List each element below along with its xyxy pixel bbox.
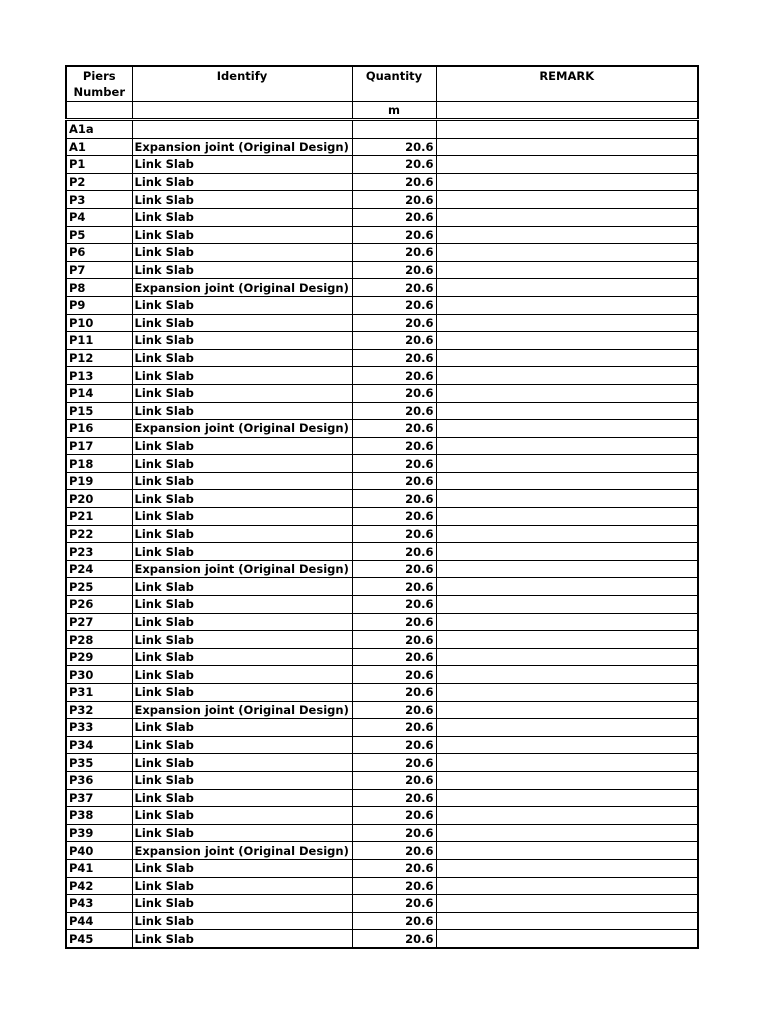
table-row <box>66 912 698 930</box>
table-row <box>66 842 698 860</box>
cell-identify: Link Slab <box>132 525 352 543</box>
cell-pier-number: P14 <box>66 384 132 402</box>
cell-identify: Link Slab <box>132 895 352 913</box>
cell-quantity: 20.6 <box>352 367 436 385</box>
cell-quantity: 20.6 <box>352 279 436 297</box>
cell-pier-number: P35 <box>66 754 132 772</box>
cell-identify: Link Slab <box>132 631 352 649</box>
cell-quantity: 20.6 <box>352 930 436 948</box>
cell-quantity: 20.6 <box>352 719 436 737</box>
table-row <box>66 754 698 772</box>
cell-identify: Link Slab <box>132 208 352 226</box>
cell-pier-number: P2 <box>66 173 132 191</box>
cell-remark <box>436 138 698 156</box>
cell-remark <box>436 208 698 226</box>
cell-quantity: 20.6 <box>352 631 436 649</box>
cell-pier-number: P44 <box>66 912 132 930</box>
cell-remark <box>436 244 698 262</box>
cell-identify: Expansion joint (Original Design) <box>132 560 352 578</box>
table-row <box>66 437 698 455</box>
header-remark: REMARK <box>436 66 698 102</box>
cell-pier-number: P25 <box>66 578 132 596</box>
cell-quantity: 20.6 <box>352 912 436 930</box>
cell-remark <box>436 930 698 948</box>
cell-remark <box>436 296 698 314</box>
cell-identify: Link Slab <box>132 684 352 702</box>
table-row <box>66 701 698 719</box>
table-row <box>66 138 698 156</box>
cell-identify: Link Slab <box>132 754 352 772</box>
table-row <box>66 859 698 877</box>
cell-remark <box>436 472 698 490</box>
cell-pier-number: P4 <box>66 208 132 226</box>
cell-quantity: 20.6 <box>352 261 436 279</box>
table-row <box>66 736 698 754</box>
header-piers-number <box>66 66 132 102</box>
cell-remark <box>436 349 698 367</box>
cell-pier-number: P28 <box>66 631 132 649</box>
cell-remark <box>436 895 698 913</box>
cell-pier-number: P13 <box>66 367 132 385</box>
cell-identify: Link Slab <box>132 736 352 754</box>
header-piers-line2: Number <box>73 85 125 99</box>
table-row <box>66 244 698 262</box>
cell-quantity: 20.6 <box>352 895 436 913</box>
cell-pier-number: P10 <box>66 314 132 332</box>
cell-remark <box>436 156 698 174</box>
cell-remark <box>436 314 698 332</box>
cell-pier-number: A1a <box>66 120 132 139</box>
cell-identify: Link Slab <box>132 437 352 455</box>
cell-quantity: 20.6 <box>352 684 436 702</box>
cell-remark <box>436 701 698 719</box>
table-row <box>66 279 698 297</box>
table-row <box>66 771 698 789</box>
cell-pier-number: P8 <box>66 279 132 297</box>
cell-identify: Link Slab <box>132 173 352 191</box>
cell-identify: Link Slab <box>132 807 352 825</box>
cell-pier-number: P39 <box>66 824 132 842</box>
cell-remark <box>436 596 698 614</box>
cell-identify: Expansion joint (Original Design) <box>132 138 352 156</box>
cell-identify: Link Slab <box>132 402 352 420</box>
cell-remark <box>436 754 698 772</box>
cell-pier-number: P6 <box>66 244 132 262</box>
cell-pier-number: P32 <box>66 701 132 719</box>
cell-remark <box>436 666 698 684</box>
cell-quantity: 20.6 <box>352 138 436 156</box>
cell-remark <box>436 525 698 543</box>
cell-remark <box>436 807 698 825</box>
table-body <box>66 120 698 948</box>
table-row <box>66 490 698 508</box>
cell-identify: Link Slab <box>132 613 352 631</box>
cell-remark <box>436 437 698 455</box>
cell-pier-number: P11 <box>66 332 132 350</box>
cell-identify: Expansion joint (Original Design) <box>132 279 352 297</box>
table-row <box>66 666 698 684</box>
table-row <box>66 824 698 842</box>
cell-pier-number: P16 <box>66 420 132 438</box>
cell-pier-number: P5 <box>66 226 132 244</box>
table-row <box>66 578 698 596</box>
cell-remark <box>436 384 698 402</box>
cell-quantity: 20.6 <box>352 771 436 789</box>
cell-identify: Link Slab <box>132 596 352 614</box>
cell-identify: Link Slab <box>132 455 352 473</box>
cell-pier-number: P1 <box>66 156 132 174</box>
table-row <box>66 384 698 402</box>
cell-quantity: 20.6 <box>352 859 436 877</box>
cell-pier-number: P19 <box>66 472 132 490</box>
cell-quantity: 20.6 <box>352 226 436 244</box>
units-cell-empty <box>132 102 352 120</box>
units-cell-empty <box>66 102 132 120</box>
cell-pier-number: A1 <box>66 138 132 156</box>
cell-quantity: 20.6 <box>352 842 436 860</box>
table-row <box>66 261 698 279</box>
cell-pier-number: P3 <box>66 191 132 209</box>
cell-identify: Link Slab <box>132 666 352 684</box>
cell-pier-number: P36 <box>66 771 132 789</box>
cell-remark <box>436 613 698 631</box>
cell-pier-number: P42 <box>66 877 132 895</box>
cell-identify: Link Slab <box>132 877 352 895</box>
cell-pier-number: P41 <box>66 859 132 877</box>
cell-identify: Link Slab <box>132 332 352 350</box>
cell-quantity: 20.6 <box>352 543 436 561</box>
cell-pier-number: P40 <box>66 842 132 860</box>
cell-pier-number: P12 <box>66 349 132 367</box>
cell-identify: Link Slab <box>132 508 352 526</box>
units-cell-empty <box>436 102 698 120</box>
cell-quantity: 20.6 <box>352 508 436 526</box>
cell-quantity: 20.6 <box>352 807 436 825</box>
cell-identify: Link Slab <box>132 648 352 666</box>
cell-remark <box>436 226 698 244</box>
table-row <box>66 314 698 332</box>
cell-remark <box>436 842 698 860</box>
cell-pier-number: P9 <box>66 296 132 314</box>
cell-remark <box>436 191 698 209</box>
cell-quantity: 20.6 <box>352 578 436 596</box>
cell-remark <box>436 684 698 702</box>
table-row <box>66 684 698 702</box>
cell-remark <box>436 859 698 877</box>
cell-pier-number: P7 <box>66 261 132 279</box>
table-row <box>66 543 698 561</box>
table-row <box>66 472 698 490</box>
cell-identify: Link Slab <box>132 771 352 789</box>
cell-identify: Expansion joint (Original Design) <box>132 420 352 438</box>
cell-pier-number: P31 <box>66 684 132 702</box>
cell-quantity: 20.6 <box>352 208 436 226</box>
cell-quantity: 20.6 <box>352 173 436 191</box>
cell-identify: Link Slab <box>132 859 352 877</box>
cell-quantity: 20.6 <box>352 824 436 842</box>
cell-quantity: 20.6 <box>352 701 436 719</box>
table-row <box>66 631 698 649</box>
cell-quantity: 20.6 <box>352 525 436 543</box>
cell-remark <box>436 367 698 385</box>
cell-remark <box>436 543 698 561</box>
table-row <box>66 719 698 737</box>
units-row <box>66 102 698 120</box>
cell-quantity: 20.6 <box>352 596 436 614</box>
cell-pier-number: P23 <box>66 543 132 561</box>
table-row <box>66 877 698 895</box>
cell-quantity: 20.6 <box>352 244 436 262</box>
cell-quantity: 20.6 <box>352 789 436 807</box>
cell-identify: Link Slab <box>132 349 352 367</box>
cell-quantity: 20.6 <box>352 156 436 174</box>
cell-quantity: 20.6 <box>352 455 436 473</box>
cell-quantity: 20.6 <box>352 666 436 684</box>
cell-remark <box>436 912 698 930</box>
cell-pier-number: P30 <box>66 666 132 684</box>
table-row <box>66 789 698 807</box>
piers-quantity-table <box>65 65 699 949</box>
cell-quantity: 20.6 <box>352 754 436 772</box>
table-row <box>66 156 698 174</box>
cell-quantity: 20.6 <box>352 490 436 508</box>
cell-identify: Link Slab <box>132 314 352 332</box>
cell-identify: Link Slab <box>132 930 352 948</box>
header-row <box>66 66 698 102</box>
cell-pier-number: P43 <box>66 895 132 913</box>
cell-pier-number: P20 <box>66 490 132 508</box>
cell-remark <box>436 736 698 754</box>
cell-identify: Link Slab <box>132 543 352 561</box>
cell-remark <box>436 508 698 526</box>
table-row <box>66 525 698 543</box>
cell-identify: Link Slab <box>132 296 352 314</box>
cell-remark <box>436 332 698 350</box>
cell-quantity: 20.6 <box>352 648 436 666</box>
cell-quantity: 20.6 <box>352 349 436 367</box>
cell-identify: Link Slab <box>132 824 352 842</box>
cell-identify: Link Slab <box>132 226 352 244</box>
cell-identify: Link Slab <box>132 191 352 209</box>
cell-identify: Link Slab <box>132 384 352 402</box>
cell-pier-number: P22 <box>66 525 132 543</box>
cell-remark <box>436 648 698 666</box>
cell-identify: Expansion joint (Original Design) <box>132 842 352 860</box>
cell-quantity: 20.6 <box>352 332 436 350</box>
cell-pier-number: P27 <box>66 613 132 631</box>
cell-pier-number: P17 <box>66 437 132 455</box>
cell-identify: Expansion joint (Original Design) <box>132 701 352 719</box>
table-row <box>66 508 698 526</box>
cell-identify: Link Slab <box>132 156 352 174</box>
table-row <box>66 367 698 385</box>
cell-quantity: 20.6 <box>352 296 436 314</box>
cell-quantity: 20.6 <box>352 191 436 209</box>
cell-pier-number: P15 <box>66 402 132 420</box>
cell-quantity: 20.6 <box>352 877 436 895</box>
cell-quantity: 20.6 <box>352 420 436 438</box>
table-row <box>66 930 698 948</box>
table-row <box>66 191 698 209</box>
cell-pier-number: P33 <box>66 719 132 737</box>
cell-quantity: 20.6 <box>352 402 436 420</box>
cell-remark <box>436 824 698 842</box>
table-row <box>66 648 698 666</box>
cell-identify: Link Slab <box>132 912 352 930</box>
cell-quantity: 20.6 <box>352 613 436 631</box>
table-row <box>66 226 698 244</box>
table-row <box>66 120 698 139</box>
cell-remark <box>436 173 698 191</box>
cell-remark <box>436 719 698 737</box>
cell-remark <box>436 279 698 297</box>
cell-quantity: 20.6 <box>352 472 436 490</box>
cell-remark <box>436 877 698 895</box>
cell-identify: Link Slab <box>132 578 352 596</box>
table-row <box>66 895 698 913</box>
cell-remark <box>436 455 698 473</box>
table-row <box>66 560 698 578</box>
cell-identify: Link Slab <box>132 472 352 490</box>
cell-identify: Link Slab <box>132 244 352 262</box>
cell-remark <box>436 402 698 420</box>
table-row <box>66 208 698 226</box>
table-row <box>66 613 698 631</box>
cell-pier-number: P18 <box>66 455 132 473</box>
table-row <box>66 807 698 825</box>
table-row <box>66 402 698 420</box>
cell-quantity: 20.6 <box>352 560 436 578</box>
table-row <box>66 173 698 191</box>
header-quantity: Quantity <box>352 66 436 102</box>
cell-quantity: 20.6 <box>352 736 436 754</box>
table-row <box>66 296 698 314</box>
cell-identify: Link Slab <box>132 490 352 508</box>
cell-remark <box>436 560 698 578</box>
cell-remark <box>436 771 698 789</box>
units-quantity: m <box>352 102 436 120</box>
cell-remark <box>436 490 698 508</box>
table-row <box>66 596 698 614</box>
header-piers-line1: Piers <box>82 69 116 83</box>
cell-pier-number: P24 <box>66 560 132 578</box>
table-row <box>66 455 698 473</box>
cell-identify: Link Slab <box>132 261 352 279</box>
cell-remark <box>436 420 698 438</box>
cell-pier-number: P45 <box>66 930 132 948</box>
table-row <box>66 349 698 367</box>
cell-quantity: 20.6 <box>352 314 436 332</box>
cell-remark <box>436 120 698 139</box>
cell-remark <box>436 631 698 649</box>
cell-pier-number: P21 <box>66 508 132 526</box>
table-row <box>66 332 698 350</box>
cell-identify: Link Slab <box>132 719 352 737</box>
cell-pier-number: P34 <box>66 736 132 754</box>
cell-pier-number: P29 <box>66 648 132 666</box>
cell-remark <box>436 578 698 596</box>
cell-quantity: 20.6 <box>352 384 436 402</box>
cell-identify: Link Slab <box>132 367 352 385</box>
cell-remark <box>436 261 698 279</box>
cell-pier-number: P26 <box>66 596 132 614</box>
cell-pier-number: P38 <box>66 807 132 825</box>
cell-quantity: 20.6 <box>352 437 436 455</box>
cell-identify: Link Slab <box>132 789 352 807</box>
table-row <box>66 420 698 438</box>
spreadsheet-page <box>65 65 697 949</box>
cell-remark <box>436 789 698 807</box>
cell-quantity <box>352 120 436 139</box>
cell-pier-number: P37 <box>66 789 132 807</box>
header-identify: Identify <box>132 66 352 102</box>
cell-identify <box>132 120 352 139</box>
